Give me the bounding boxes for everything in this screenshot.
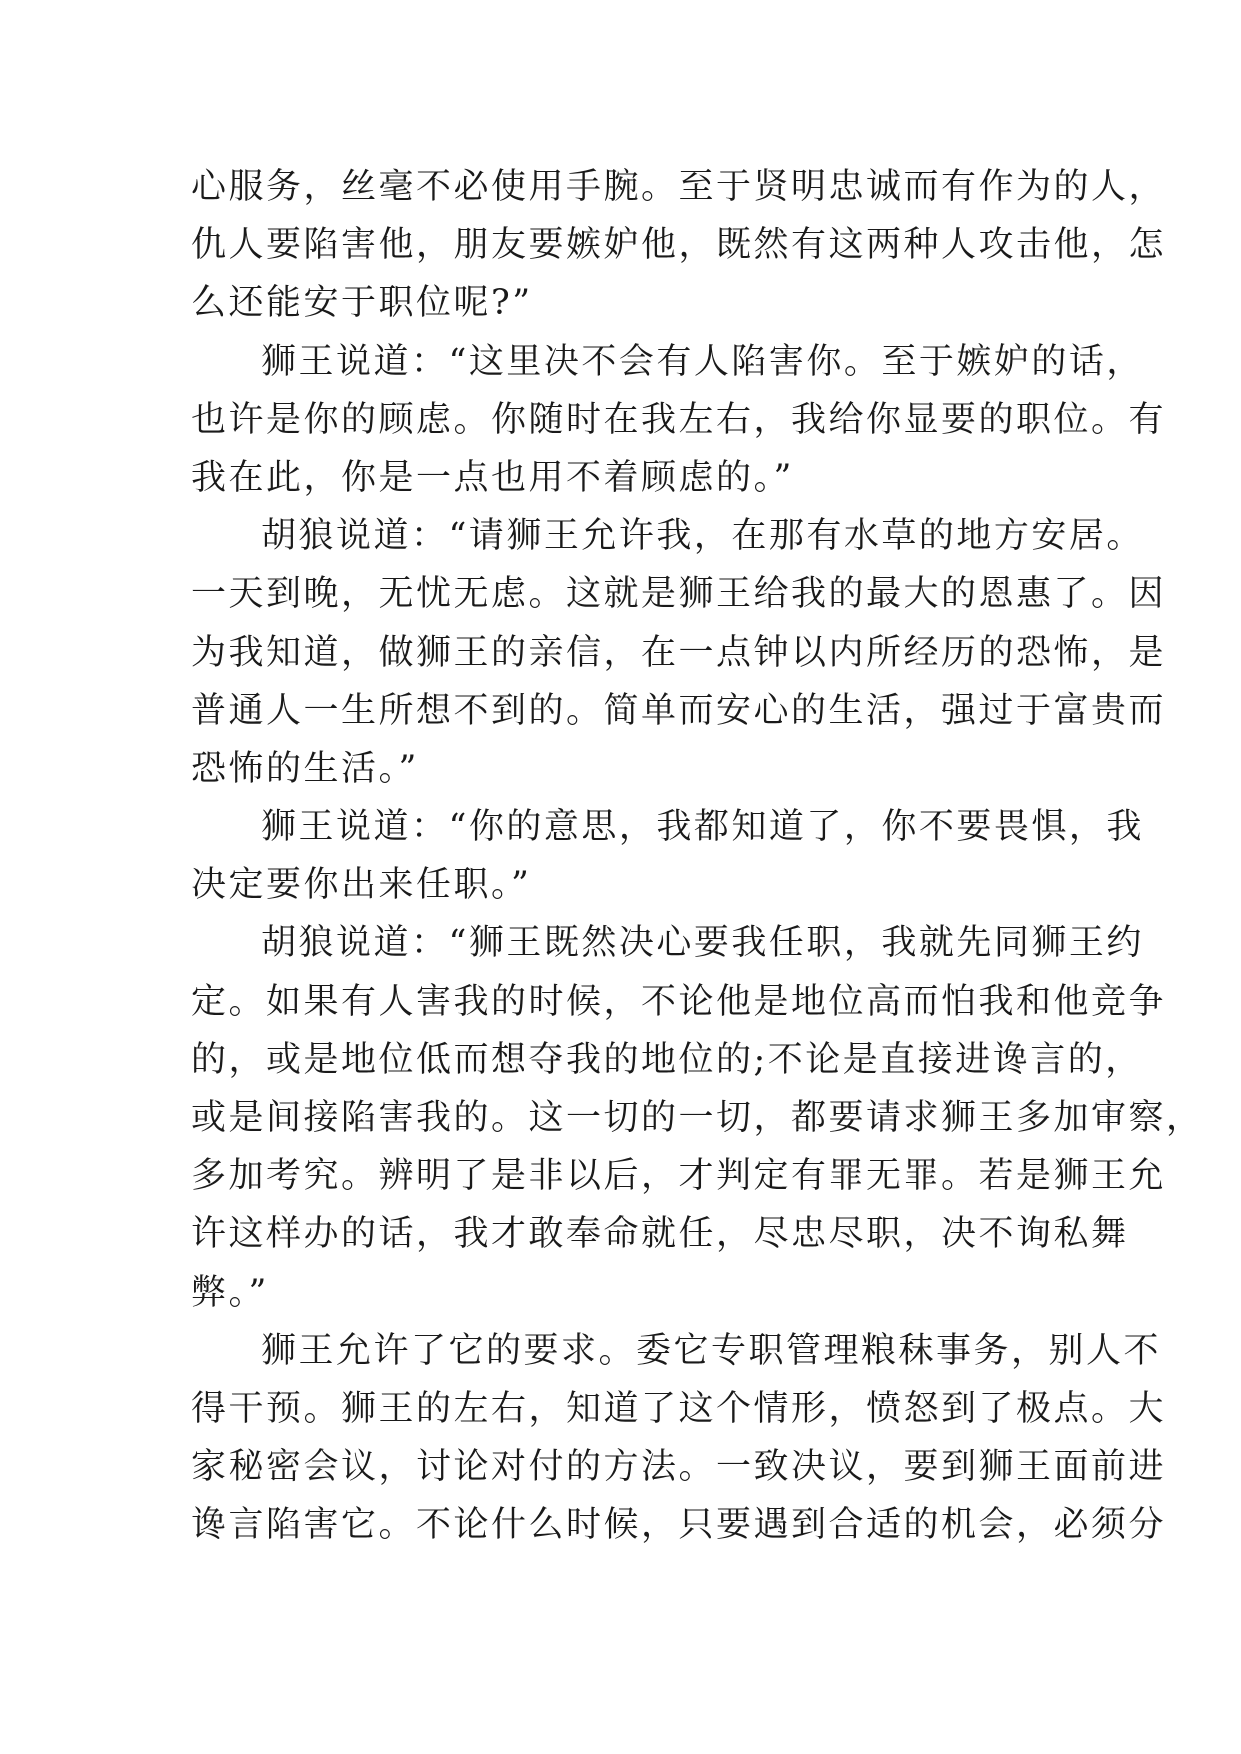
text-line: 决定要你出来任职。” — [191, 865, 532, 906]
text-line: 仇人要陷害他，朋友要嫉妒他，既然有这两种人攻击他，怎 — [191, 225, 1167, 266]
text-line: 一天到晚，无忧无虑。这就是狮王给我的最大的恩惠了。因 — [191, 574, 1167, 615]
text-line: 也许是你的顾虑。你随时在我左右，我给你显要的职位。有 — [191, 399, 1167, 440]
text-line: 家秘密会议，讨论对付的方法。一致决议，要到狮王面前进 — [191, 1447, 1167, 1488]
text-line: 胡狼说道：“狮王既然决心要我任职，我就先同狮王约 — [261, 923, 1144, 964]
text-line: 普通人一生所想不到的。简单而安心的生活，强过于富贵而 — [191, 690, 1167, 731]
text-line: 多加考究。辨明了是非以后，才判定有罪无罪。若是狮王允 — [191, 1156, 1167, 1197]
text-line: 或是间接陷害我的。这一切的一切，都要请求狮王多加审察， — [191, 1098, 1204, 1138]
paragraph — [191, 1322, 1167, 1555]
text-line: 狮王说道：“这里决不会有人陷害你。至于嫉妒的话， — [261, 341, 1144, 382]
text-line: 弊。” — [191, 1272, 269, 1313]
text-line: 许这样办的话，我才敢奉命就任，尽忠尽职，决不询私舞 — [191, 1214, 1129, 1255]
document-body — [191, 158, 1204, 1555]
text-line: 恐怖的生活。” — [191, 748, 419, 789]
paragraph — [191, 507, 1167, 798]
text-line: 狮王说道：“你的意思，我都知道了，你不要畏惧，我 — [261, 807, 1144, 848]
paragraph — [191, 798, 1144, 914]
paragraph — [191, 333, 1167, 508]
text-line: 胡狼说道：“请狮王允许我，在那有水草的地方安居。 — [261, 516, 1144, 557]
text-line: 谗言陷害它。不论什么时候，只要遇到合适的机会，必须分 — [191, 1505, 1167, 1546]
text-line: 心服务，丝毫不必使用手腕。至于贤明忠诚而有作为的人， — [191, 167, 1167, 207]
text-line: 么还能安于职位呢?” — [191, 283, 533, 324]
paragraph — [191, 914, 1204, 1321]
text-line: 的，或是地位低而想夺我的地位的;不论是直接进谗言的， — [191, 1039, 1143, 1080]
text-line: 得干预。狮王的左右，知道了这个情形，愤怒到了极点。大 — [191, 1388, 1167, 1429]
paragraph — [191, 158, 1167, 333]
text-line: 狮王允许了它的要求。委它专职管理粮秣事务，别人不 — [261, 1330, 1162, 1371]
text-line: 为我知道，做狮王的亲信，在一点钟以内所经历的恐怖，是 — [191, 632, 1167, 673]
text-line: 定。如果有人害我的时候，不论他是地位高而怕我和他竞争 — [191, 981, 1167, 1022]
text-line: 我在此，你是一点也用不着顾虑的。” — [191, 457, 794, 498]
